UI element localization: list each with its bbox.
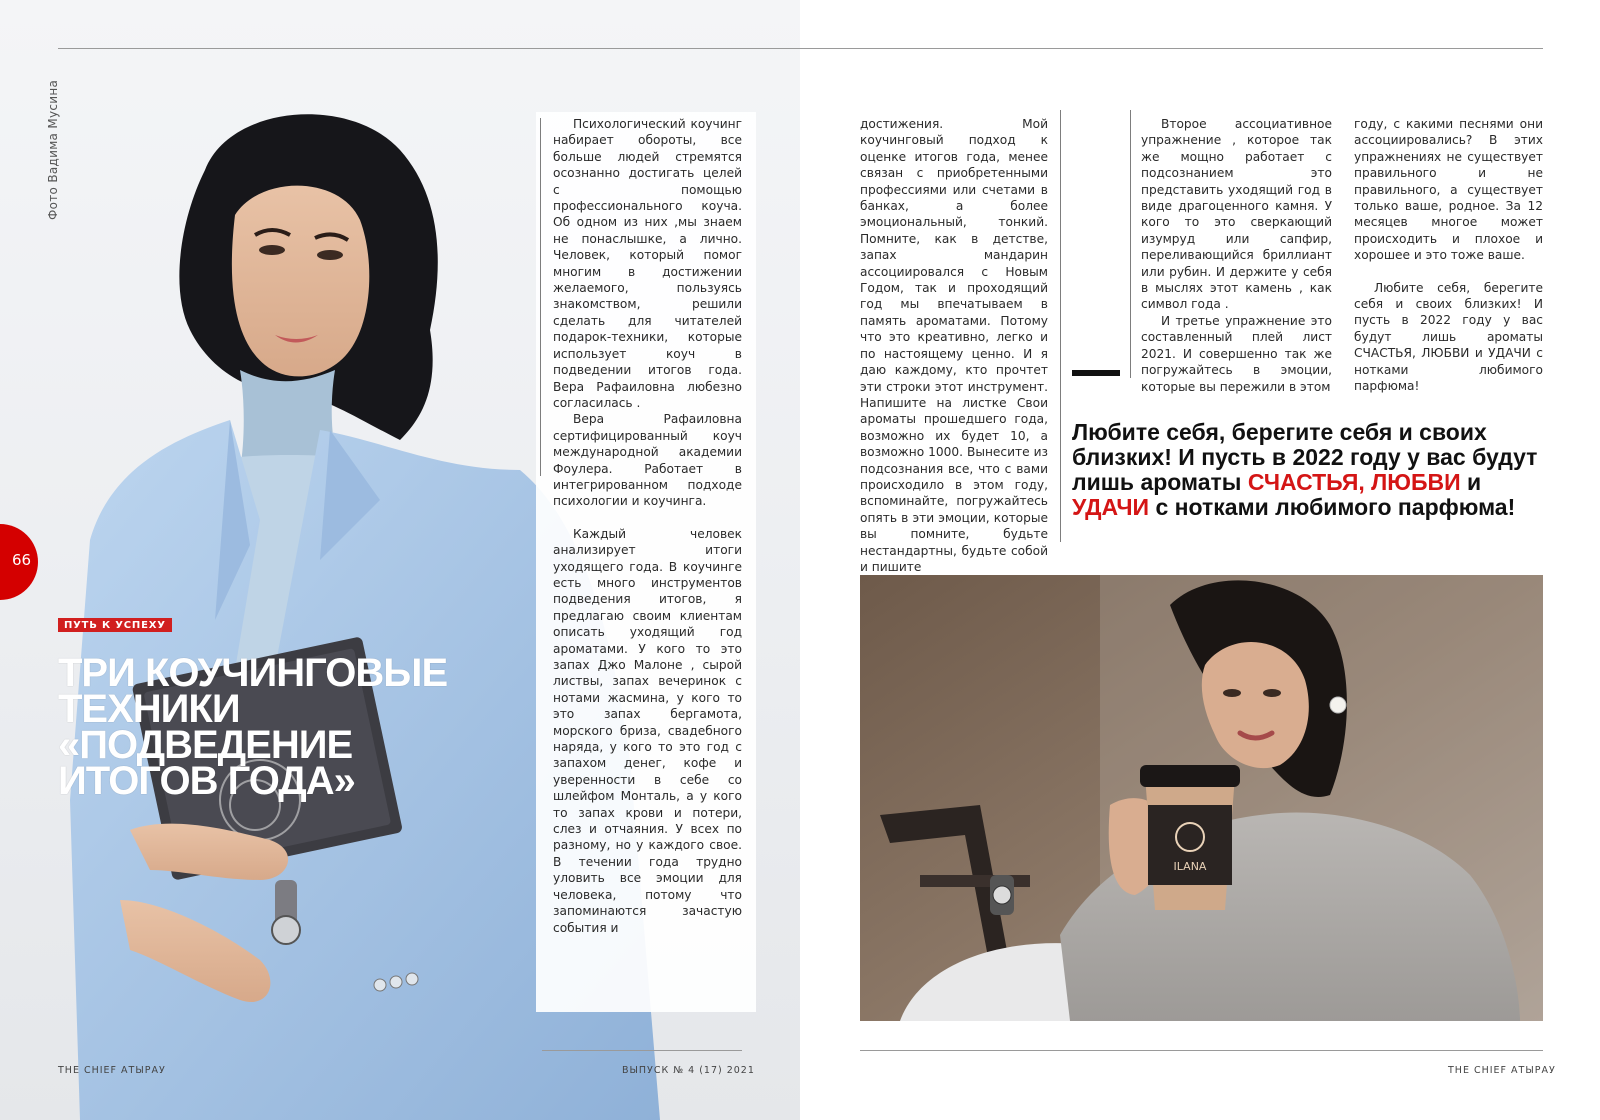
article-column-2: [860, 116, 1048, 575]
section-rubric: ПУТЬ К УСПЕХУ: [58, 618, 172, 632]
pullquote-bar: [1072, 370, 1120, 376]
footer-magazine-title: THE CHIEF АТЫРАУ: [58, 1065, 166, 1076]
pullquote-text: с нотками любимого парфюма!: [1149, 494, 1516, 520]
top-rule-right: [800, 48, 1543, 49]
paragraph: достижения. Мой коучинговый подход к оценке итогов года, менее связан с приобретенными профессиями или счетами в банках, а более эмоциональный, тонкий. Помните, как в детстве, запах мандарин ассоциировался с Новым Годом, так и проходящий год мы впечатываем в память ароматами. Потому что это креативно, легко и по настоящему ценно. И я даю каждому, кто прочтет эти строки этот инструмент. Напишите на листке Свои ароматы прошедшего года, возможно их будет 10, а возможно 1000. Вынесите из подсознания все, что с вами происходило в этом году, вспоминайте, погружайтесь опять в эти эмоции, которые вы помните, будьте нестандартны, будьте собой и пишите: [860, 117, 1048, 574]
headline-line: ИТОГОВ ГОДА»: [58, 759, 355, 803]
pullquote-highlight: СЧАСТЬЯ, ЛЮБВИ: [1247, 469, 1461, 495]
page-number: 66: [12, 551, 32, 569]
headline-line: ТРИ КОУЧИНГОВЫЕ: [58, 651, 448, 695]
photo-credit: Фото Вадима Мусина: [46, 79, 60, 220]
column-divider: [1060, 110, 1061, 542]
column-divider: [1130, 110, 1131, 378]
article-headline: [58, 651, 518, 803]
face-shape: [232, 186, 369, 377]
article-column-1: [553, 116, 742, 936]
headline-line: «ПОДВЕДЕНИЕ: [58, 723, 353, 767]
paragraph: Второе ассоциативное упражнение , которое так же мощно работает с подсознанием это представить уходящий год в виде драгоценного камня. У кого то это сверкающий изумруд или сапфир, переливающийся бриллиант или рубин. И держите у себя в мыслях этот камень , как символ года .: [1141, 117, 1332, 312]
column-divider: [540, 118, 541, 476]
coffee-portrait-photo: [860, 575, 1543, 1021]
article-column-4: [1354, 116, 1543, 395]
headline-line: ТЕХНИКИ: [58, 687, 240, 731]
coffee-cup-illustration: [1140, 765, 1240, 910]
pullquote-highlight: УДАЧИ: [1072, 494, 1150, 520]
paragraph: Психологический коучинг набирает обороты, все больше людей стремятся осознанно достигать целей с помощью профессионального коуча. Об одном из них ,мы знаем не понаслышке, а лично. Человек, который помог многим в достижении желаемого, пользуясь знакомством, решили сделать для читателей подарок-техники, которые использует коуч в подведении итогов года. Вера Рафаиловна любезно согласилась .: [553, 117, 742, 410]
pullquote-text: Любите себя, берегите себя и своих близких! И пусть в 2022 году у вас будут лишь ароматы: [1072, 419, 1538, 495]
paragraph: Вера Рафаиловна сертифицированный коуч международной академии Фоулера. Работает в интегрированном подходе психологии и коучинга.: [553, 412, 742, 509]
footer-rule-left: [542, 1050, 742, 1051]
pullquote-text: и: [1460, 469, 1482, 495]
top-rule-left: [58, 48, 800, 49]
pullquote: [1072, 420, 1552, 520]
cup-brand: ILANA: [1173, 860, 1207, 873]
paragraph: Каждый человек анализирует итоги уходящего года. В коучинге есть много инструментов подведения итогов, я предлагаю своим клиентам описать уходящий год ароматами. У кого то это запах Джо Малоне , сырой листвы, запах вечеринок с нотами жасмина, у кого то это запах бергамота, морского бриза, свадебного наряда, у кого то это год с запахом денег, кофе и уверенности в себе со шлейфом Монталь, а у кого то запах крови и потери, слез и отчаяния. У всех по разному, но у каждого свое. В течении года трудно уловить все эмоции для человека, потому что запоминаются зачастую события и: [553, 526, 742, 935]
paragraph: году, с какими песнями они ассоциировались? В этих упражнениях не существует правильного и не правильного, а существует только ваше, родное. За 12 месяцев многое может происходить и плохое и хорошее и это тоже ваше.: [1354, 117, 1543, 263]
footer-issue-number: ВЫПУСК № 4 (17) 2021: [622, 1065, 755, 1076]
coffee-portrait-illustration: [860, 575, 1543, 1021]
footer-rule-right: [860, 1050, 1543, 1051]
article-column-3: [1141, 116, 1332, 395]
paragraph: Любите себя, берегите себя и своих близких! И пусть в 2022 году у вас будут лишь ароматы СЧАСТЬЯ, ЛЮБВИ и УДАЧИ с нотками любимого парфюма!: [1354, 280, 1543, 394]
footer-magazine-title-right: THE CHIEF АТЫРАУ: [1448, 1065, 1556, 1076]
paragraph: И третье упражнение это составленный плей лист 2021. И совершенно так же погружайтесь в эмоции, которые вы пережили в этом: [1141, 313, 1332, 394]
